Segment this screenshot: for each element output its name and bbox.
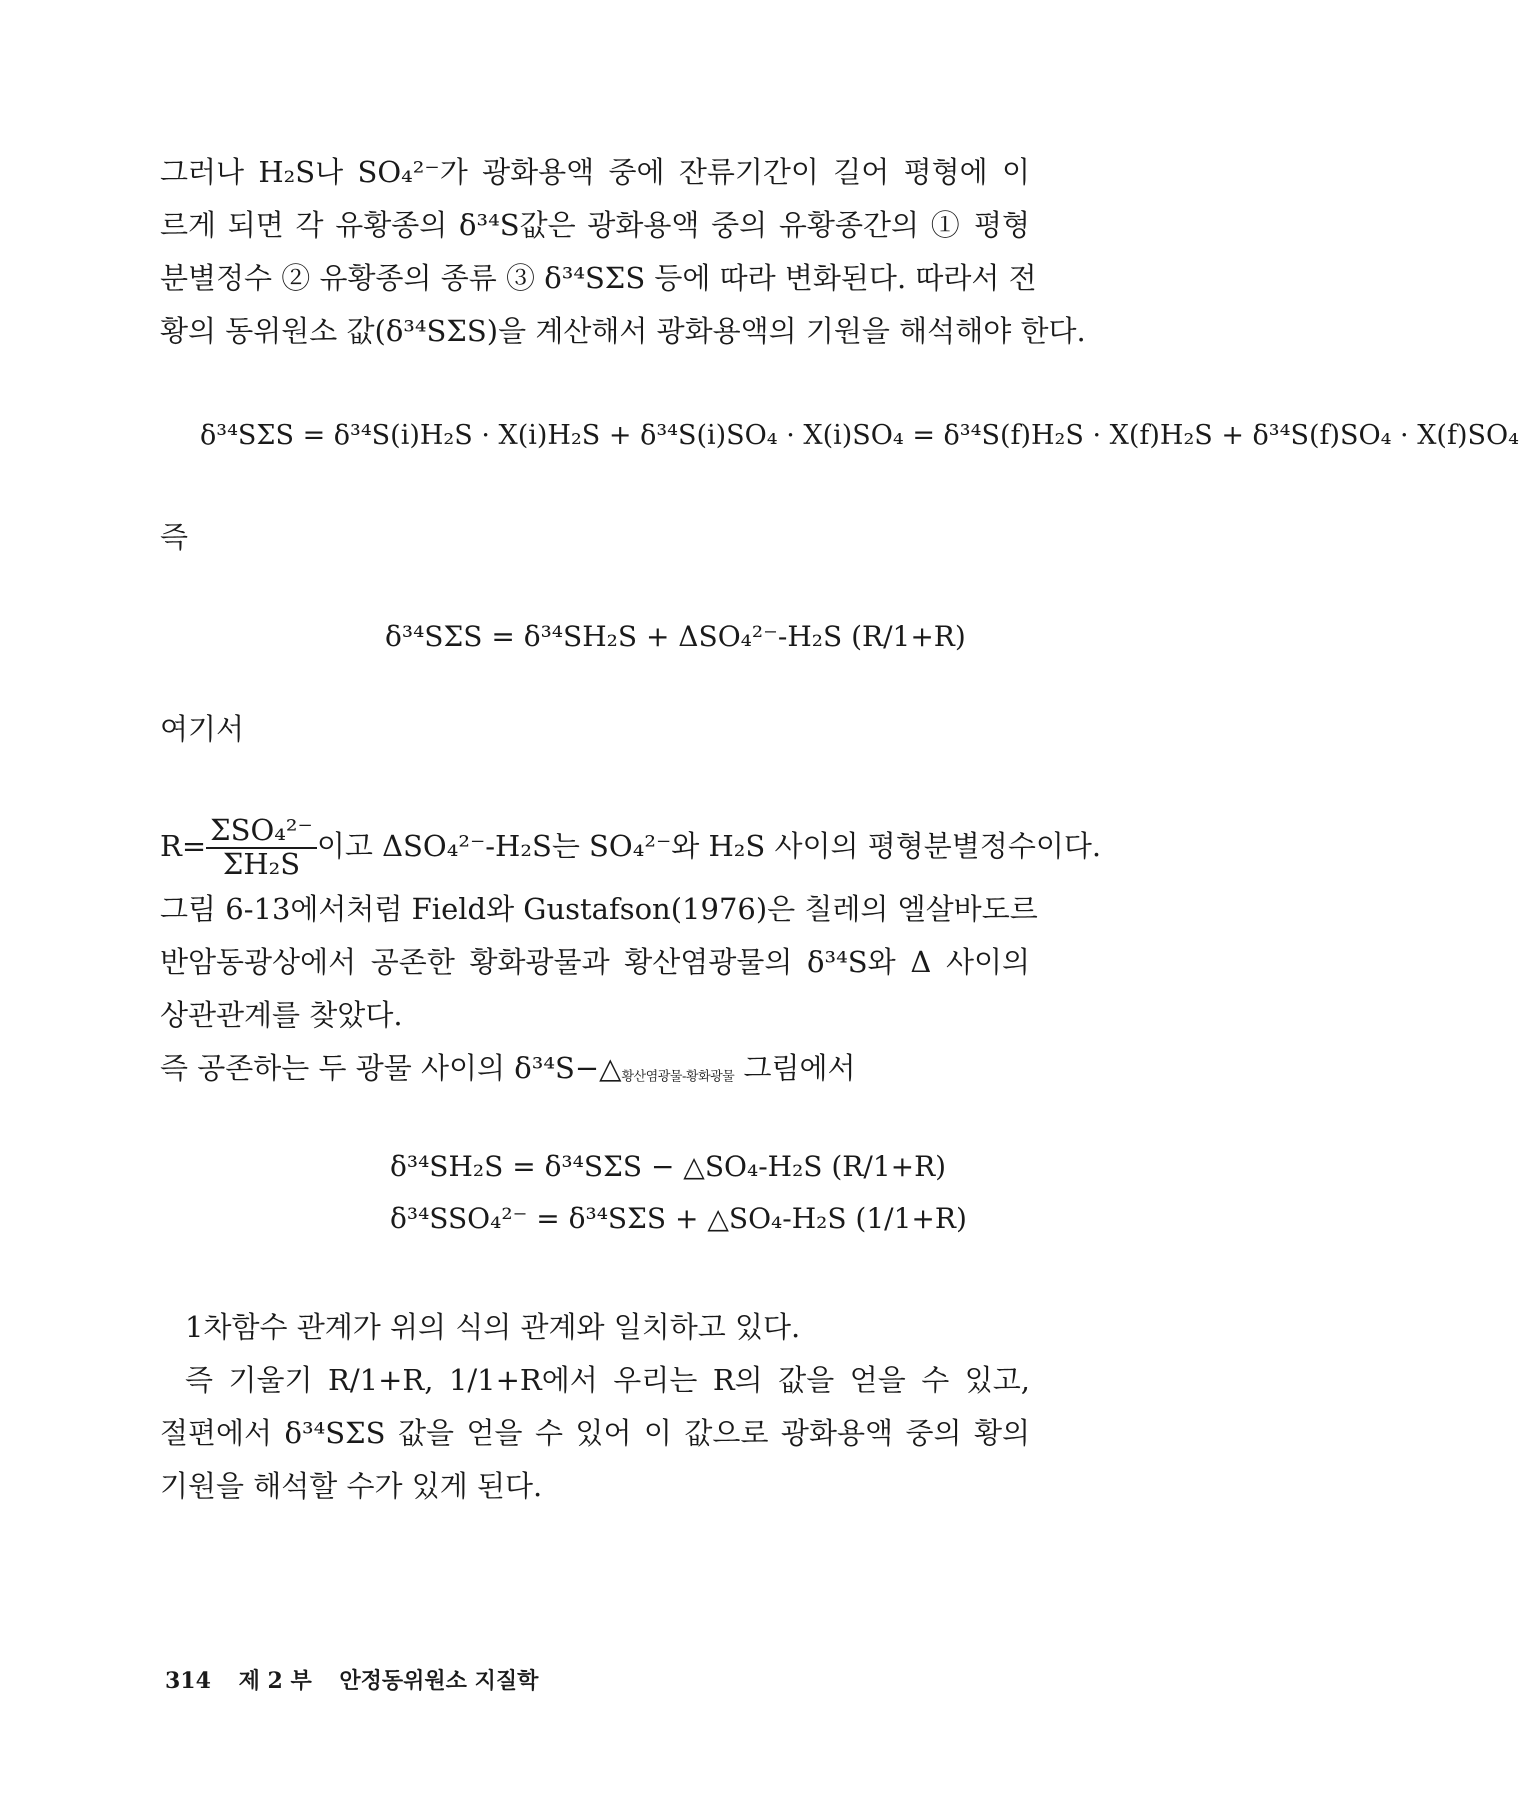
para1-line3: 분별정수 ② 유황종의 종류 ③ δ³⁴SΣS 등에 따라 변화된다. 따라서 전 — [160, 261, 1037, 295]
footer-part: 제 2 부 — [238, 1668, 312, 1694]
word-yeogiseo: 여기서 — [160, 712, 245, 746]
para1-line4: 황의 동위원소 값(δ³⁴SΣS)을 계산해서 광화용액의 기원을 해석해야 한다. — [160, 314, 1086, 348]
r-lhs: R= — [160, 828, 207, 863]
r-fraction — [206, 815, 317, 881]
r-rest: 이고 ΔSO₄²⁻-H₂S는 SO₄²⁻와 H₂S 사이의 평형분별정수이다. — [316, 828, 1102, 863]
para5-line3: 기원을 해석할 수가 있게 된다. — [160, 1469, 543, 1503]
equation-4: δ³⁴SSO₄²⁻ = δ³⁴SΣS + △SO₄-H₂S (1/1+R) — [390, 1202, 967, 1235]
r-denominator: ΣH₂S — [222, 846, 301, 881]
para3-text-b: 그림에서 — [734, 1051, 856, 1085]
equation-3: δ³⁴SH₂S = δ³⁴SΣS − △SO₄-H₂S (R/1+R) — [390, 1150, 947, 1183]
para4-line1: 1차함수 관계가 위의 식의 관계와 일치하고 있다. — [185, 1310, 801, 1344]
r-numerator: ΣSO₄²⁻ — [206, 815, 317, 849]
page-number: 314 — [165, 1668, 211, 1694]
para2-line3: 상관관계를 찾았다. — [160, 998, 403, 1032]
equation-2: δ³⁴SΣS = δ³⁴SH₂S + ΔSO₄²⁻-H₂S (R/1+R) — [385, 620, 966, 653]
para5-line2: 절편에서 δ³⁴SΣS 값을 얻을 수 있어 이 값으로 광화용액 중의 황의 — [160, 1416, 1030, 1450]
para5-line1: 즉 기울기 R/1+R, 1/1+R에서 우리는 R의 값을 얻을 수 있고, — [185, 1363, 1030, 1397]
para1-line1: 그러나 H₂S나 SO₄²⁻가 광화용액 중에 잔류기간이 길어 평형에 이 — [160, 155, 1030, 189]
para1-line2: 르게 되면 각 유황종의 δ³⁴S값은 광화용액 중의 유황종간의 ① 평형 — [160, 208, 1030, 242]
r-definition — [160, 813, 1102, 881]
para3-line1 — [160, 1051, 856, 1086]
para2-line2: 반암동광상에서 공존한 황화광물과 황산염광물의 δ³⁴S와 Δ 사이의 — [160, 945, 1030, 979]
para3-text-a: 즉 공존하는 두 광물 사이의 δ³⁴S−△ — [160, 1051, 622, 1085]
word-jeuk: 즉 — [160, 520, 189, 554]
para3-subscript: 황산염광물-황화광물 — [621, 1069, 735, 1085]
page-footer — [165, 1664, 558, 1695]
para2-line1: 그림 6-13에서처럼 Field와 Gustafson(1976)은 칠레의 엘살바도르 — [160, 892, 1038, 926]
footer-title: 안정동위원소 지질학 — [339, 1668, 539, 1694]
equation-1: δ³⁴SΣS = δ³⁴S(i)H₂S · X(i)H₂S + δ³⁴S(i)SO₄ · X(i)SO₄ = δ³⁴S(f)H₂S · X(f)H₂S + δ³⁴S(f)SO₄ · X(f)SO₄ — [200, 420, 1519, 451]
